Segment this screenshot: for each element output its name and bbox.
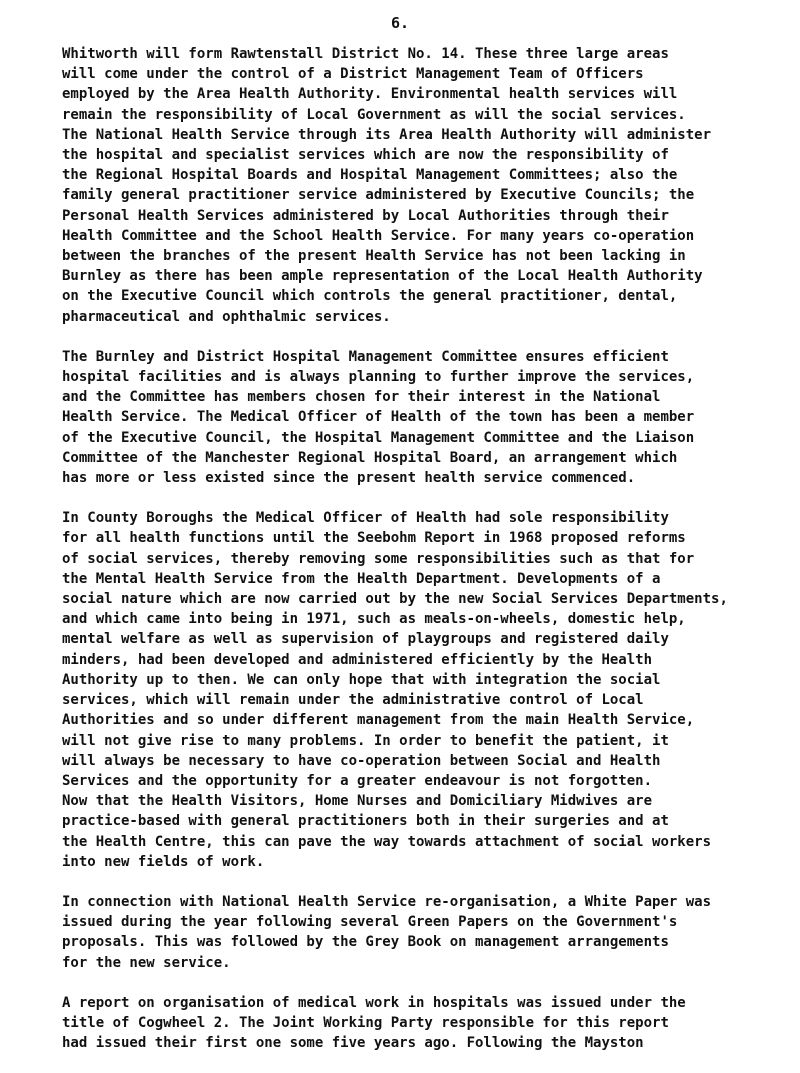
text-line: mental welfare as well as supervision of playgroups and registered daily bbox=[62, 631, 669, 648]
text-line: A report on organisation of medical work in hospitals was issued under the bbox=[62, 994, 686, 1011]
text-line: of social services, thereby removing some responsibilities such as that for bbox=[62, 550, 695, 567]
text-line: Whitworth will form Rawtenstall District No. 14. These three large areas bbox=[62, 46, 669, 62]
text-line: family general practitioner service administered by Executive Councils; the bbox=[62, 187, 695, 204]
text-line: had issued their first one some five years ago. Following the Mayston bbox=[62, 1035, 644, 1052]
text-line: into new fields of work. bbox=[62, 853, 265, 870]
text-line: employed by the Area Health Authority. Environmental health services will bbox=[62, 86, 678, 103]
body-text bbox=[62, 44, 798, 1073]
paragraph bbox=[62, 347, 798, 488]
text-line: Health Service. The Medical Officer of Health of the town has been a member bbox=[62, 409, 695, 426]
text-line: for all health functions until the Seebohm Report in 1968 proposed reforms bbox=[62, 530, 686, 547]
text-line: Now that the Health Visitors, Home Nurses and Domiciliary Midwives are bbox=[62, 793, 653, 810]
paragraph bbox=[62, 993, 798, 1054]
text-line: issued during the year following several Green Papers on the Government's bbox=[62, 914, 678, 931]
text-line: on the Executive Council which controls the general practitioner, dental, bbox=[62, 288, 678, 305]
text-line: and the Committee has members chosen for their interest in the National bbox=[62, 389, 661, 406]
text-line: and which came into being in 1971, such as meals-on-wheels, domestic help, bbox=[62, 611, 686, 628]
text-line: Personal Health Services administered by Local Authorities through their bbox=[62, 207, 669, 224]
paragraph bbox=[62, 44, 798, 327]
text-line: In connection with National Health Service re-organisation, a White Paper was bbox=[62, 893, 712, 910]
text-line: will not give rise to many problems. In order to benefit the patient, it bbox=[62, 732, 669, 749]
text-line: Burnley as there has been ample representation of the Local Health Authority bbox=[62, 268, 703, 285]
text-line: Health Committee and the School Health Service. For many years co-operation bbox=[62, 227, 695, 244]
text-line: of the Executive Council, the Hospital Management Committee and the Liaison bbox=[62, 429, 695, 446]
text-line: practice-based with general practitioners both in their surgeries and at bbox=[62, 813, 669, 830]
text-line: minders, had been developed and administered efficiently by the Health bbox=[62, 651, 653, 668]
text-line: between the branches of the present Health Service has not been lacking in bbox=[62, 248, 686, 265]
text-line: has more or less existed since the present health service commenced. bbox=[62, 470, 636, 487]
text-line: Committee of the Manchester Regional Hospital Board, an arrangement which bbox=[62, 449, 678, 466]
text-line: the hospital and specialist services which are now the responsibility of bbox=[62, 147, 669, 164]
text-line: the Mental Health Service from the Health Department. Developments of a bbox=[62, 570, 661, 587]
text-line: The National Health Service through its Area Health Authority will administer bbox=[62, 126, 712, 143]
text-line: Authorities and so under different management from the main Health Service, bbox=[62, 712, 695, 729]
text-line: services, which will remain under the administrative control of Local bbox=[62, 692, 644, 709]
text-line: pharmaceutical and ophthalmic services. bbox=[62, 308, 391, 325]
text-line: proposals. This was followed by the Grey Book on management arrangements bbox=[62, 934, 669, 951]
text-line: the Regional Hospital Boards and Hospital Management Committees; also the bbox=[62, 167, 678, 184]
page-number: 6. bbox=[390, 14, 410, 32]
text-line: will always be necessary to have co-operation between Social and Health bbox=[62, 752, 661, 769]
text-line: will come under the control of a District Management Team of Officers bbox=[62, 66, 644, 83]
paragraph bbox=[62, 892, 798, 973]
text-line: Authority up to then. We can only hope that with integration the social bbox=[62, 671, 661, 688]
text-line: the Health Centre, this can pave the way towards attachment of social workers bbox=[62, 833, 712, 850]
text-line: title of Cogwheel 2. The Joint Working Party responsible for this report bbox=[62, 1014, 669, 1031]
text-line: social nature which are now carried out by the new Social Services Departments, bbox=[62, 591, 728, 608]
text-line: hospital facilities and is always planning to further improve the services, bbox=[62, 369, 695, 386]
text-line: In County Boroughs the Medical Officer of Health had sole responsibility bbox=[62, 510, 669, 527]
text-line: Services and the opportunity for a greater endeavour is not forgotten. bbox=[62, 772, 653, 789]
text-line: remain the responsibility of Local Government as will the social services. bbox=[62, 106, 686, 123]
text-line: The Burnley and District Hospital Management Committee ensures efficient bbox=[62, 348, 669, 365]
paragraph bbox=[62, 508, 798, 872]
text-line: for the new service. bbox=[62, 954, 231, 971]
